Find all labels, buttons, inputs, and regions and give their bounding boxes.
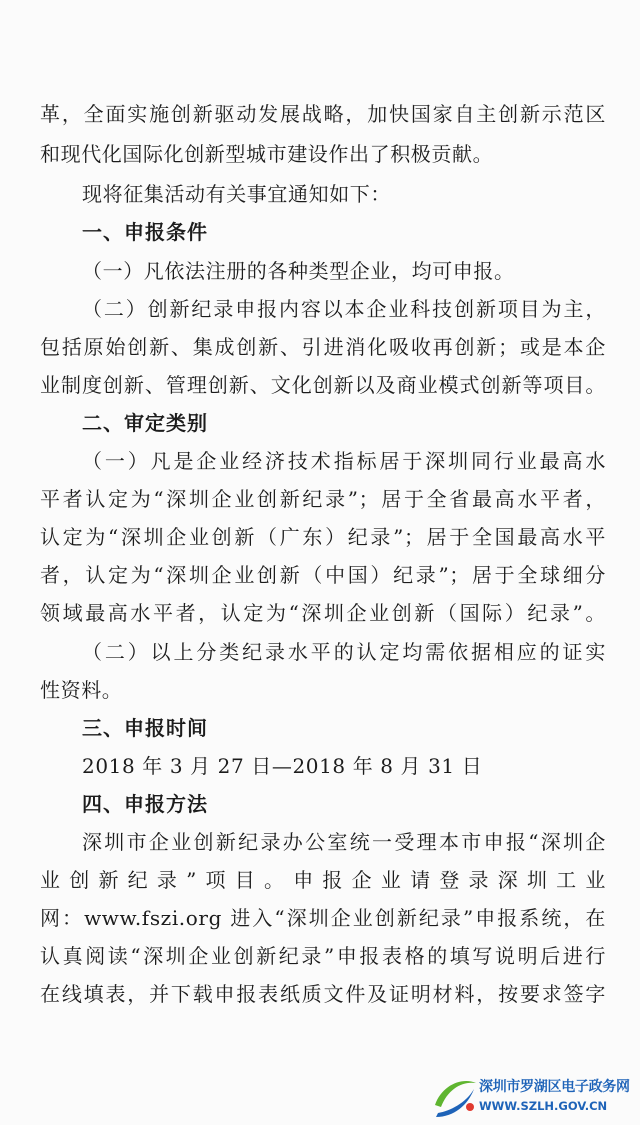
text-line-22: 网：www.fszi.org 进入“深圳企业创新纪录”申报系统，在 (40, 906, 606, 930)
section-heading-2: 二、审定类别 (82, 411, 208, 435)
text-line-8: 业制度创新、管理创新、文化创新以及商业模式创新等项目。 (40, 373, 606, 397)
section-heading-4: 四、申报方法 (82, 792, 208, 816)
date-range: 2018 年 3 月 27 日—2018 年 8 月 31 日 (82, 754, 483, 778)
text-line-16: 性资料。 (40, 678, 123, 702)
swoosh-logo-icon (432, 1075, 478, 1119)
text-line-14: 领域最高水平者，认定为“深圳企业创新（国际）纪录”。 (40, 601, 606, 625)
text-line-13: 者，认定为“深圳企业创新（中国）纪录”；居于全球细分 (40, 563, 606, 587)
section-heading-1: 一、申报条件 (82, 220, 208, 244)
text-line-15: （二）以上分类纪录水平的认定均需依据相应的证实 (82, 640, 606, 664)
text-line-24: 在线填表，并下载申报表纸质文件及证明材料，按要求签字 (40, 982, 606, 1006)
watermark-site-url: WWW.SZLH.GOV.CN (479, 1099, 608, 1113)
text-line-10: （一）凡是企业经济技术指标居于深圳同行业最高水 (82, 449, 606, 473)
text-line-11: 平者认定为“深圳企业创新纪录”；居于全省最高水平者， (40, 487, 606, 511)
text-line-21: 业创新纪录”项目。申报企业请登录深圳工业 (40, 868, 606, 892)
text-line-6: （二）创新纪录申报内容以本企业科技创新项目为主， (82, 297, 606, 321)
text-line-20: 深圳市企业创新纪录办公室统一受理本市申报“深圳企 (82, 830, 606, 854)
site-watermark (432, 1075, 636, 1119)
text-line-2: 和现代化国际化创新型城市建设作出了积极贡献。 (40, 142, 494, 166)
text-line-7: 包括原始创新、集成创新、引进消化吸收再创新；或是本企 (40, 335, 606, 359)
text-line-23: 认真阅读“深圳企业创新纪录”申报表格的填写说明后进行 (40, 944, 606, 968)
section-heading-3: 三、申报时间 (82, 716, 208, 740)
watermark-site-name: 深圳市罗湖区电子政务网 (479, 1079, 630, 1095)
text-line-1: 革，全面实施创新驱动发展战略，加快国家自主创新示范区 (40, 102, 606, 126)
text-line-3: 现将征集活动有关事宜通知如下： (82, 182, 391, 206)
text-line-12: 认定为“深圳企业创新（广东）纪录”；居于全国最高水平 (40, 525, 606, 549)
text-line-5: （一）凡依法注册的各种类型企业，均可申报。 (82, 259, 515, 283)
